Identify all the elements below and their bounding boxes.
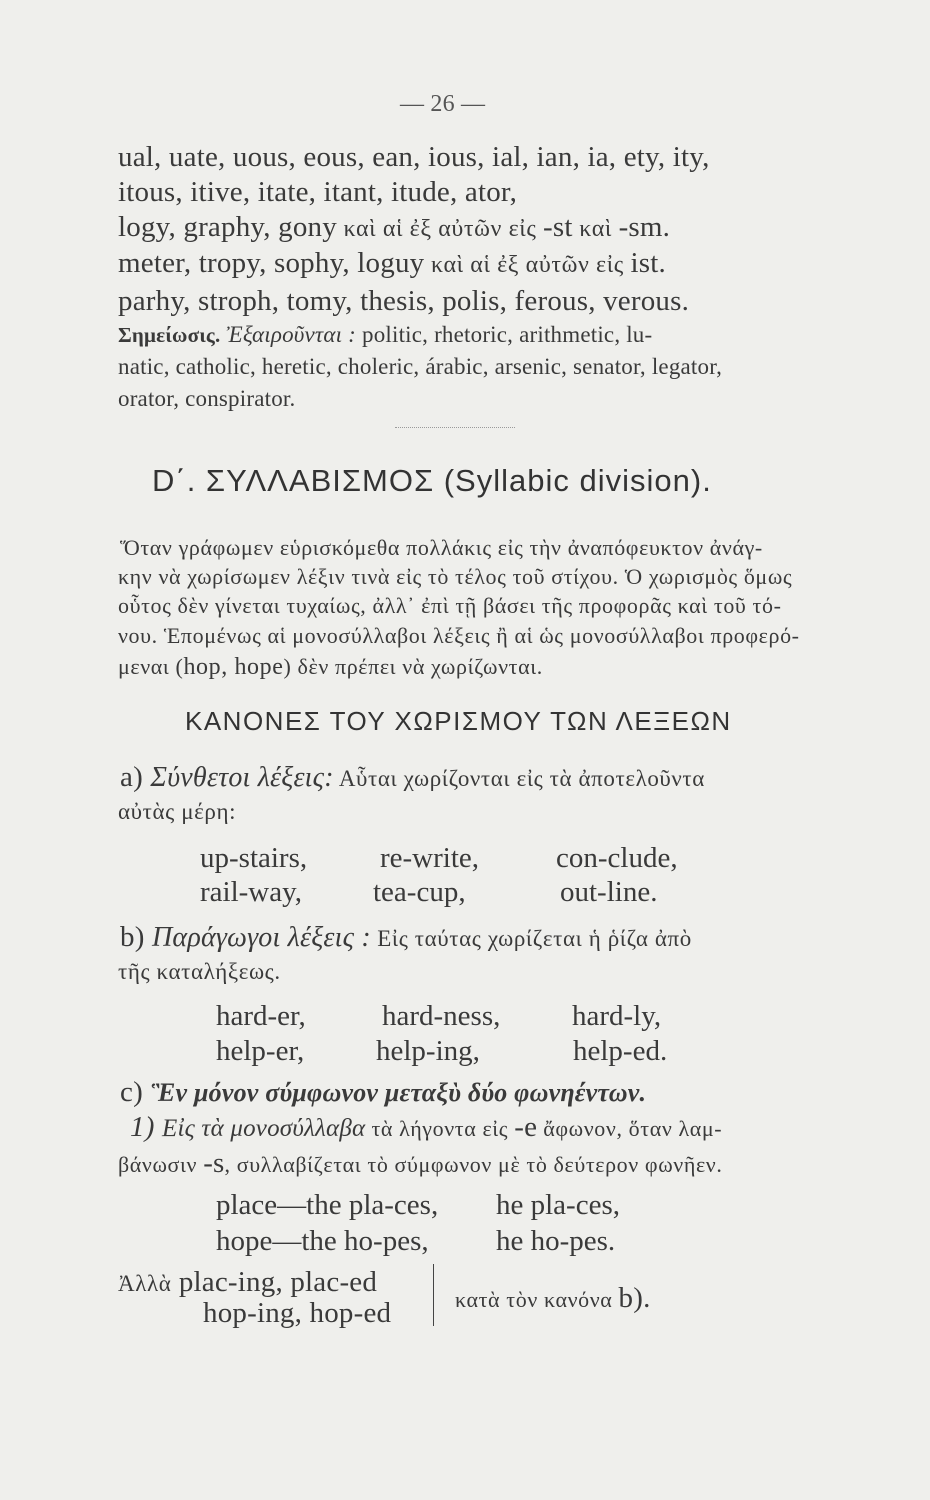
rule-a-example-2-3: out-line. [560, 876, 658, 908]
note-words-1: politic, rhetoric, arithmetic, lu- [356, 322, 653, 347]
rule-a-example-1-3: con-clude, [556, 842, 678, 874]
intro-line-5 [118, 655, 543, 679]
rule-c1-but-rule-ref: b). [618, 1282, 651, 1314]
rule-b-example-1-3: hard-ly, [572, 1000, 662, 1032]
rule-c-title: Ἓν μόνον σύμφωνον μεταξὺ δύο φωνηέντων. [150, 1078, 647, 1107]
intro-line-4: νου. Ἑπομένως αἱ μονοσύλλαβοι λέξεις ἢ αἱ ὡς μονοσύλλαβοι προφερό- [118, 623, 800, 648]
note-line-2: natic, catholic, heretic, choleric, árabic, arsenic, senator, legator, [118, 354, 723, 379]
intro-line-2: κην νὰ χωρίσωμεν λέξιν τινὰ εἰς τὸ τέλος τοῦ στίχου. Ὁ χωρισμὸς ὅμως [118, 564, 793, 589]
rule-c1-text-2-end: , συλλαβίζεται τὸ σύμφωνον μὲ τὸ δεύτερον φωνῆεν. [224, 1152, 723, 1177]
note-line-3: orator, conspirator. [118, 386, 296, 411]
suffix-line-4-english: meter, tropy, sophy, loguy [118, 247, 425, 279]
suffix-line-3-english: logy, graphy, gony [118, 211, 337, 243]
rule-a-example-2-1: rail-way, [200, 876, 302, 908]
rule-c1-italic: Εἰς τὰ μονοσύλλαβα [162, 1115, 366, 1142]
rule-b-example-1-2: hard-ness, [382, 1000, 501, 1032]
rule-b-title: Παράγωγοι λέξεις : [152, 922, 371, 953]
rule-c1-but-line-1 [118, 1268, 377, 1297]
intro-line-1: Ὅταν γράφωμεν εὑρισκόμεθα πολλάκις εἰς τὴν ἀναπόφευκτον ἀνάγ- [120, 535, 763, 560]
rule-c1-but-rule-greek: κατὰ τὸν κανόνα [455, 1287, 619, 1312]
rule-c1-but-prefix: Ἀλλὰ [118, 1271, 172, 1296]
section-ornament [395, 427, 515, 434]
rule-b-example-2-2: help-ing, [376, 1035, 480, 1067]
rule-a-line-2: αὐτὰς μέρη: [118, 799, 237, 824]
rule-b-line-1 [120, 923, 692, 952]
rule-c1-example-1-1: place—the pla-ces, [216, 1189, 439, 1221]
rule-c1-e: -e [514, 1111, 538, 1143]
suffix-line-5: parhy, stroph, tomy, thesis, polis, ferous, verous. [118, 285, 690, 317]
rule-b-text-1: Εἰς ταύτας χωρίζεται ἡ ῥίζα ἀπὸ [370, 926, 692, 951]
intro-line-5-end: ) δὲν πρέπει νὰ χωρίζωνται. [283, 654, 543, 679]
rule-b-line-2: τῆς καταλήξεως. [118, 959, 281, 984]
rule-b-example-2-1: help-er, [216, 1035, 305, 1067]
section-heading: D΄. ΣΥΛΛΑΒΙΣΜΟΣ (Syllabic division). [152, 463, 712, 498]
rules-heading: ΚΑΝΟΝΕΣ ΤΟΥ ΧΩΡΙΣΜΟΥ ΤΩΝ ΛΕΞΕΩΝ [185, 706, 732, 736]
rule-a-example-1-1: up-stairs, [200, 842, 308, 874]
rule-a-example-1-2: re-write, [380, 842, 480, 874]
rule-c1-text-1-end: ἄφωνον, ὅταν λαμ- [537, 1116, 723, 1141]
brace-bracket [433, 1264, 438, 1326]
suffix-line-4-ist: ist. [630, 247, 666, 279]
rule-b-example-1-1: hard-er, [216, 1000, 306, 1032]
suffix-line-3-greek: καὶ αἱ ἐξ αὐτῶν εἰς [336, 216, 544, 242]
rule-c1-but-words-2: hop-ing, hop-ed [203, 1297, 392, 1329]
note-exceptions: Ἐξαιροῦνται : [220, 322, 357, 347]
rule-b-example-2-3: help-ed. [573, 1035, 668, 1067]
rule-a-text-1: Αὗται χωρίζονται εἰς τὰ ἀποτελοῦντα [333, 766, 705, 791]
rule-c-line [120, 1078, 646, 1107]
intro-line-3: οὗτος δὲν γίνεται τυχαίως, ἀλλ᾽ ἐπὶ τῇ βάσει τῆς προφορᾶς καὶ τοῦ τό- [118, 593, 782, 618]
suffix-line-2: itous, itive, itate, itant, itude, ator, [118, 176, 518, 208]
intro-line-5-start: μεναι ( [118, 654, 184, 679]
note-line-1 [118, 323, 652, 346]
suffix-line-3 [118, 213, 670, 242]
rule-c1-line-1 [130, 1113, 722, 1142]
rule-c1-but-words-1: plac-ing, plac-ed [178, 1266, 378, 1298]
rule-c1-example-2-2: he ho-pes. [496, 1225, 616, 1257]
rule-c1-line-2 [118, 1149, 722, 1178]
rule-c1-text-1: τὰ λήγοντα εἰς [365, 1116, 515, 1141]
suffix-line-3-sm: -sm. [618, 211, 671, 243]
note-label: Σημείωσις. [118, 323, 221, 347]
rule-a-line-1 [120, 763, 705, 792]
rule-a-example-2-2: tea-cup, [373, 876, 466, 908]
rule-c1-but-rule [455, 1284, 651, 1313]
rule-a-marker: a) [120, 761, 143, 793]
rule-c1-example-1-2: he pla-ces, [496, 1189, 620, 1221]
rule-c1-marker: 1) [130, 1111, 155, 1143]
rule-a-title: Σύνθετοι λέξεις: [150, 762, 334, 793]
rule-c1-example-2-1: hope—the ho-pes, [216, 1225, 429, 1257]
rule-c1-s: -s [203, 1147, 225, 1179]
page-number: — 26 — [400, 91, 486, 117]
rule-b-marker: b) [120, 921, 145, 953]
suffix-line-3-and: καὶ [572, 216, 619, 242]
suffix-line-4-greek: καὶ αἱ ἐξ αὐτῶν εἰς [424, 252, 631, 278]
suffix-line-3-st: -st [543, 211, 573, 243]
suffix-line-4 [118, 249, 666, 278]
rule-c-marker: c) [120, 1076, 143, 1108]
suffix-line-1: ual, uate, uous, eous, ean, ious, ial, ian, ia, ety, ity, [118, 141, 710, 173]
intro-example-words: hop, hope [183, 654, 284, 680]
rule-c1-text-2-start: βάνωσιν [118, 1152, 204, 1177]
